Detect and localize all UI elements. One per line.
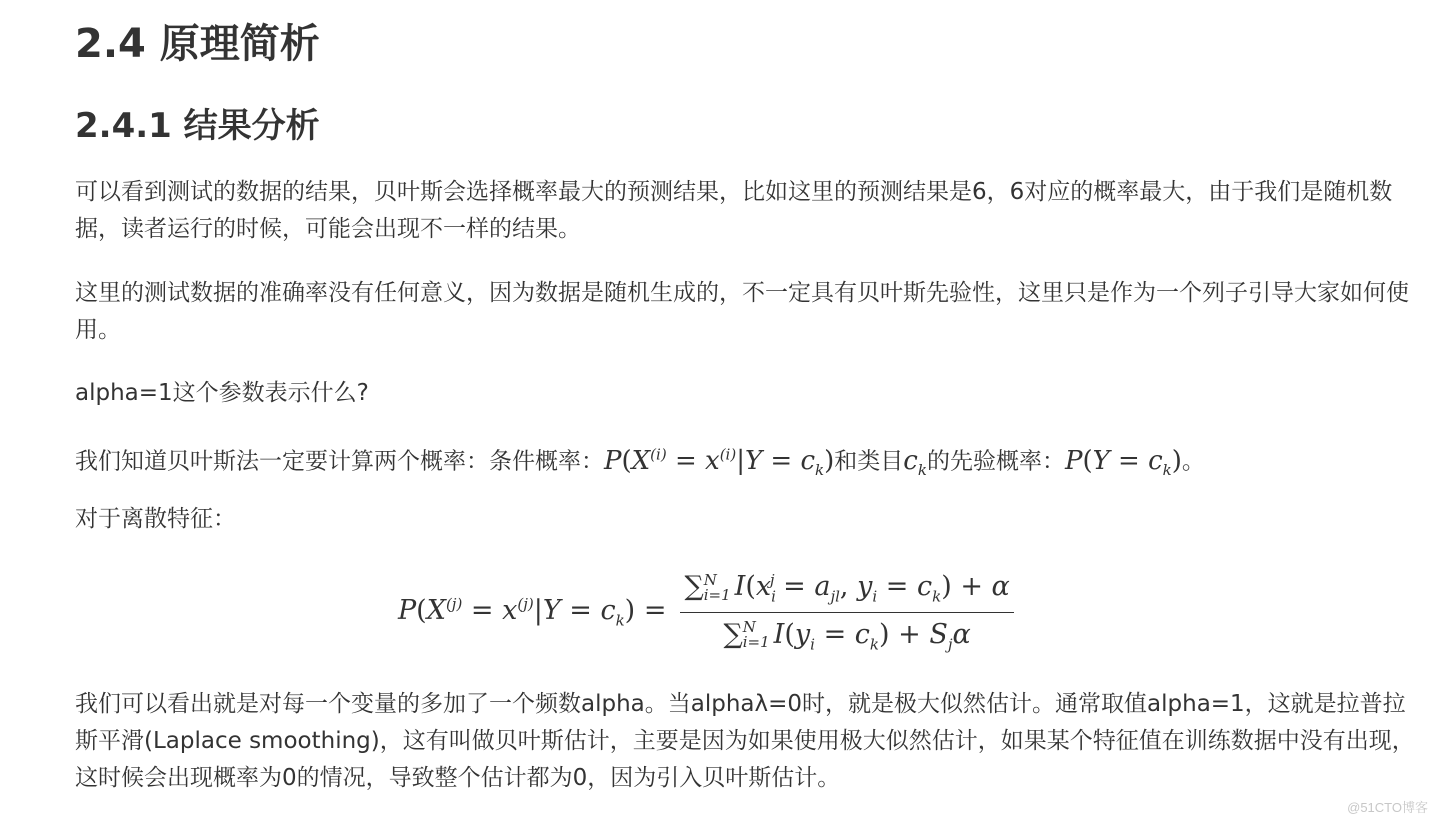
watermark: @51CTO博客 [1347, 800, 1428, 815]
conditional-probability-formula: $P(X^{(i)} = x^{(i)}|Y = c_k)$ [604, 445, 835, 479]
paragraph-text: 和类目 [834, 448, 904, 475]
paragraph-alpha-question: alpha=1这个参数表示什么? [75, 380, 369, 406]
paragraph-probabilities [75, 436, 1420, 489]
paragraph-text: 。 [1181, 448, 1205, 475]
prior-probability-formula: $P(Y = c_k)$ [1064, 445, 1182, 479]
fraction-denominator: ∑ N i=1 $I(y_i = c_k) + S_j\alpha$ [723, 618, 971, 653]
paragraph-discrete: 对于离散特征： [75, 506, 236, 532]
paragraph-text: 我们知道贝叶斯法一定要计算两个概率：条件概率： [75, 448, 604, 475]
subsection-heading: 2.4.1 结果分析 [75, 106, 320, 146]
fraction [680, 571, 1013, 653]
paragraph-accuracy: 这里的测试数据的准确率没有任何意义，因为数据是随机生成的，不一定具有贝叶斯先验性，这里只是作为一个列子引导大家如何使用。 [75, 280, 1409, 343]
paragraph-smoothing: 我们可以看出就是对每一个变量的多加了一个频数alpha。当alphaλ=0时，就是极大似然估计。通常取值alpha=1，这就是拉普拉斯平滑(Laplace smoothing)，这有叫做贝叶斯估计，主要是因为如果使用极大似然估计，如果某个特征值在训练数据中没有出现，这时候会出现概率为0的情况，导致整个估计都为0，因为引入贝叶斯估计。 [75, 691, 1415, 791]
fraction-numerator: ∑ N i=1 $I(x_i^j = a_{jl}$, $y_i = c_k) + \alpha$ [680, 571, 1013, 612]
paragraph-text: 的先验概率： [926, 448, 1065, 475]
paragraph-result: 可以看到测试的数据的结果，贝叶斯会选择概率最大的预测结果，比如这里的预测结果是6，6对应的概率最大，由于我们是随机数据，读者运行的时候，可能会出现不一样的结果。 [75, 179, 1393, 242]
class-symbol: $c_k$ [903, 445, 927, 479]
laplace-smoothing-formula: $P(X^{(j)} = x^{(j)}|Y = c_k)$ = ∑ N i=1 $I(x_i^j = a_{jl}$, $y_i = c_k) + \alpha$ ∑ N i=1 $I(y_i = c_k) + S_j\alpha$ [398, 560, 1014, 664]
section-heading: 2.4 原理简析 [75, 21, 320, 67]
